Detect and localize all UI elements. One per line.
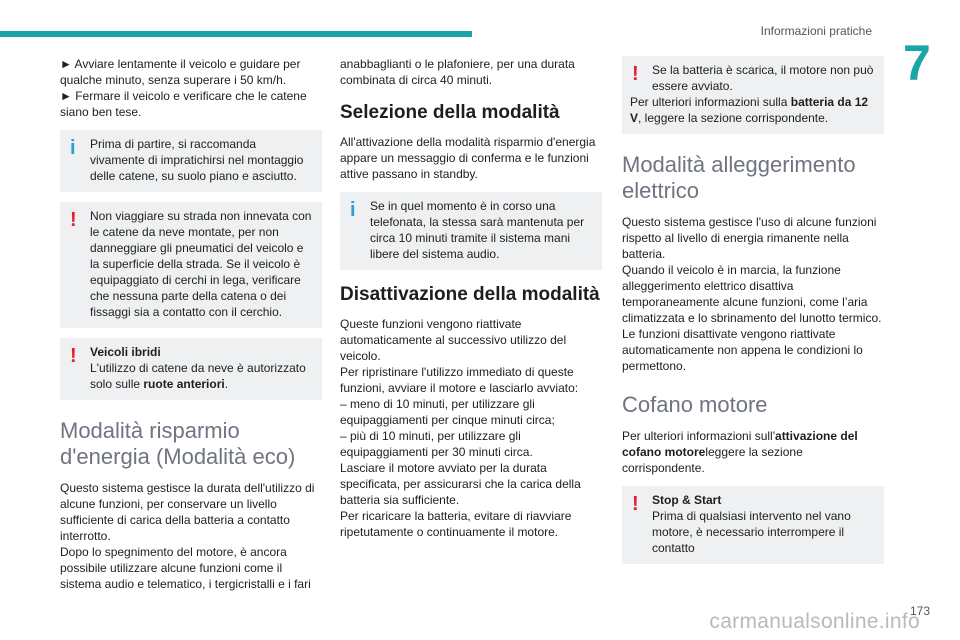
- paragraph: anabbaglianti o le plafoniere, per una durata combinata di circa 40 minuti.: [340, 57, 575, 87]
- info-text: Se in quel momento è in corso una telefonata, la stessa sarà mantenuta per circa 10 minuti tramite il sistema mani libere del sistema audio.: [370, 199, 585, 261]
- page-number: 173: [909, 604, 930, 618]
- warning-icon: !: [70, 345, 77, 367]
- warning-icon: !: [70, 209, 77, 231]
- warning-text: Prima di qualsiasi intervento nel vano motore, è necessario interrompere il contatto: [652, 509, 851, 555]
- warning-title: Veicoli ibridi: [90, 345, 161, 359]
- warning-box-stop-start: [622, 486, 884, 564]
- column-1: [60, 56, 322, 592]
- warning-more-info: Per ulteriori informazioni sulla batteria da 12 V, leggere la sezione corrispondente.: [630, 95, 869, 125]
- info-icon: i: [350, 199, 356, 221]
- header-accent-bar: [0, 31, 472, 37]
- info-box-practice: [60, 130, 322, 192]
- warning-box-battery: [622, 56, 884, 134]
- warning-icon: !: [632, 493, 639, 515]
- warning-text: L'utilizzo di catene da neve è autorizzato solo sulle ruote anteriori.: [90, 361, 306, 391]
- paragraph: All'attivazione della modalità risparmio d'energia appare un messaggio di conferma e le funzioni attive passano in standby.: [340, 135, 596, 181]
- section-title: Informazioni pratiche: [760, 24, 872, 38]
- info-icon: i: [70, 137, 76, 159]
- chapter-number: 7: [903, 35, 931, 91]
- list-item: – più di 10 minuti, per utilizzare gli equipaggiamenti per 30 minuti circa.: [340, 429, 533, 459]
- warning-box-hybrid: [60, 338, 322, 400]
- paragraph: Queste funzioni vengono riattivate automaticamente al successivo utilizzo del veicolo.: [340, 317, 567, 363]
- column-2: [340, 56, 602, 540]
- paragraph: Dopo lo spegnimento del motore, è ancora possibile utilizzare alcune funzioni come il sistema audio e telematico, i tergicristalli e i fari: [60, 545, 311, 591]
- paragraph: Lasciare il motore avviato per la durata specificata, per assicurarsi che la carica della batteria sia sufficiente.: [340, 461, 581, 507]
- step-start-driving: ► Avviare lentamente il veicolo e guidare per qualche minuto, senza superare i 50 km/h.: [60, 57, 301, 87]
- heading-eco-mode: Modalità risparmio d'energia (Modalità eco): [60, 418, 296, 469]
- heading-electric-load-shedding: Modalità alleggerimento elettrico: [622, 152, 856, 203]
- heading-bonnet: Cofano motore: [622, 392, 768, 417]
- watermark: carmanualsonline.info: [709, 610, 920, 633]
- info-text: Prima di partire, si raccomanda vivamente di impratichirsi nel montaggio delle catene, su suolo piano e asciutto.: [90, 137, 304, 183]
- warning-text: Non viaggiare su strada non innevata con le catene da neve montate, per non danneggiare gli pneumatici del veicolo e la superficie della strada. Se il veicolo è equipaggiato di cerchi in lega, verificare che nessuna parte della catena o dei fissaggi sia a contatto con il cerchio.: [90, 209, 312, 319]
- paragraph: Per ulteriori informazioni sull'attivazione del cofano motoreleggere la sezione corrispondente.: [622, 429, 858, 475]
- paragraph: Questo sistema gestisce la durata dell'utilizzo di alcune funzioni, per conservare un livello sufficiente di carica della batteria a contatto interrotto.: [60, 481, 315, 543]
- heading-mode-deactivation: Disattivazione della modalità: [340, 284, 600, 305]
- paragraph: Per ricaricare la batteria, evitare di riavviare ripetutamente o continuamente il motore.: [340, 509, 572, 539]
- list-item: – meno di 10 minuti, per utilizzare gli equipaggiamenti per cinque minuti circa;: [340, 397, 555, 427]
- warning-text: Se la batteria è scarica, il motore non può essere avviato.: [652, 63, 874, 93]
- paragraph: Le funzioni disattivate vengono riattivate automaticamente non appena le condizioni lo permettono.: [622, 327, 863, 373]
- step-stop-check: ► Fermare il veicolo e verificare che le catene siano ben tese.: [60, 89, 307, 119]
- info-box-phone-call: [340, 192, 602, 270]
- warning-box-snow-chains: [60, 202, 322, 328]
- heading-mode-selection: Selezione della modalità: [340, 102, 560, 123]
- column-3: [622, 56, 884, 574]
- warning-title: Stop & Start: [652, 493, 722, 507]
- paragraph: Per ripristinare l'utilizzo immediato di queste funzioni, avviare il motore e lasciarlo avviato:: [340, 365, 579, 395]
- paragraph: Quando il veicolo è in marcia, la funzione alleggerimento elettrico disattiva temporaneamente alcune funzioni, come l’aria climatizzata e lo sbrinamento del lunotto termico.: [622, 263, 882, 325]
- paragraph: Questo sistema gestisce l'uso di alcune funzioni rispetto al livello di energia rimanente nella batteria.: [622, 215, 877, 261]
- warning-icon: !: [632, 63, 639, 85]
